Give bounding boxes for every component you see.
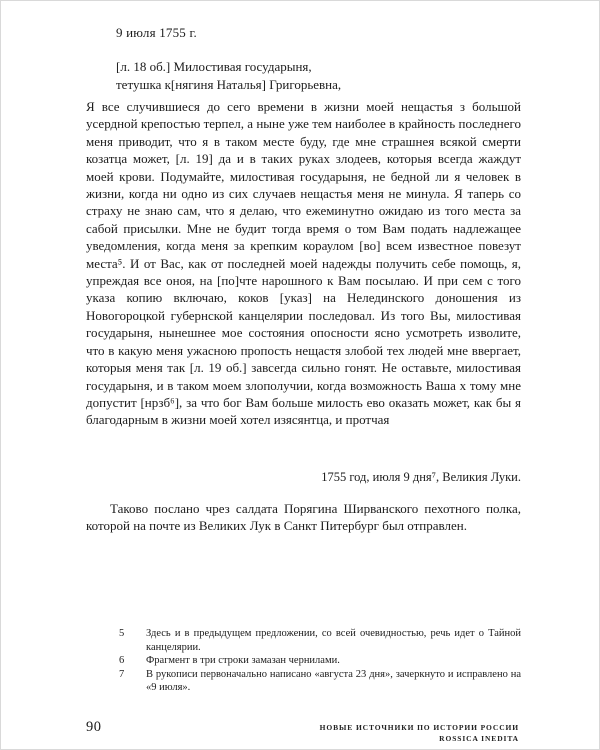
series-line-1: НОВЫЕ ИСТОЧНИКИ ПО ИСТОРИИ РОССИИ	[319, 723, 519, 732]
series-title	[320, 723, 519, 744]
footnote-text: Здесь и в предыдущем предложении, со всей очевидностью, речь идет о Тайной канцелярии.	[146, 628, 521, 653]
footnote-number: 5	[119, 628, 125, 639]
salutation-line-2: тетушка к[нягиня Наталья] Григорьевна,	[116, 76, 342, 92]
text-block	[86, 1, 521, 749]
footnote-number: 6	[119, 655, 125, 667]
page-number: 90	[86, 719, 102, 735]
footnote-number: 7	[119, 668, 125, 680]
letter-body: Я все случившиеся до сего времени в жизни моей нещастья з большой усердной крепостью терпел, а ныне уже тем наиболее в крайность последнего меня приводит, что я в таком месте буду, где мне страшнея всякой смерти козатца может, [л. 19] да и в таких руках злодеев, которыя всегда жаждут моей крови. Подумайте, милостивая государыня, не бедной ли я человек в жизни, когда ни одно из сих случаев нещастья меня не минула. Я таперь со страху не знаю сам, что я делаю, что ежеминутно ожидаю из того места за сабой присылки. Мне не будит тогда время о том Вам подать надлежащее уведомления, когда меня за крепким кораулом [во] всем известное повезут места⁵. И от Вас, как от последней моей надежды получить себе помощь, я, упреждая все оноя, на [по]чте нарошного к Вам посылаю. И при сем с того указа копию включаю, коков [указ] на Нелединского доношения из Новогороцкой губернской канцелярии последовал. Из того Вы, милостивая государыня, нынешнее мое состояния опосности ясно усмотреть изволите, что в какую меня ужасною пропость нещастя злобой тех людей мне ввергает, которыя меня так [л. 19 об.] завсегда сильно гонят. Не оставьте, милостивая государыня, и в таком моем злополучии, когда возможность Ваша х тому мне допустит [нрзб⁶], за что бог Вам больше милость ево оказать может, как бы я благодарным в жизни моей хотел изясянтца, и протчая	[86, 99, 521, 428]
salutation	[116, 58, 341, 93]
salutation-line-1: [л. 18 об.] Милостивая государыня,	[116, 59, 312, 74]
letter-dateline: 1755 год, июля 9 дня⁷, Великия Луки.	[321, 470, 521, 484]
footnote-5	[119, 627, 521, 654]
letter-date-heading: 9 июля 1755 г.	[116, 25, 197, 40]
editorial-postscript: Таково послано чрез салдата Порягина Ширванского пехотного полка, которой на почте из Великих Лук в Санкт Питербург был отправлен.	[86, 501, 521, 534]
footnote-7	[119, 668, 521, 695]
series-line-2: ROSSICA INEDITA	[439, 733, 519, 743]
footnote-6	[119, 654, 521, 668]
footnotes-block	[119, 627, 521, 695]
footnote-text: Фрагмент в три строки замазан чернилами.	[146, 655, 340, 667]
footnote-text: В рукописи первоначально написано «августа 23 дня», зачеркнуто и исправлено на «9 июля».	[146, 668, 521, 694]
